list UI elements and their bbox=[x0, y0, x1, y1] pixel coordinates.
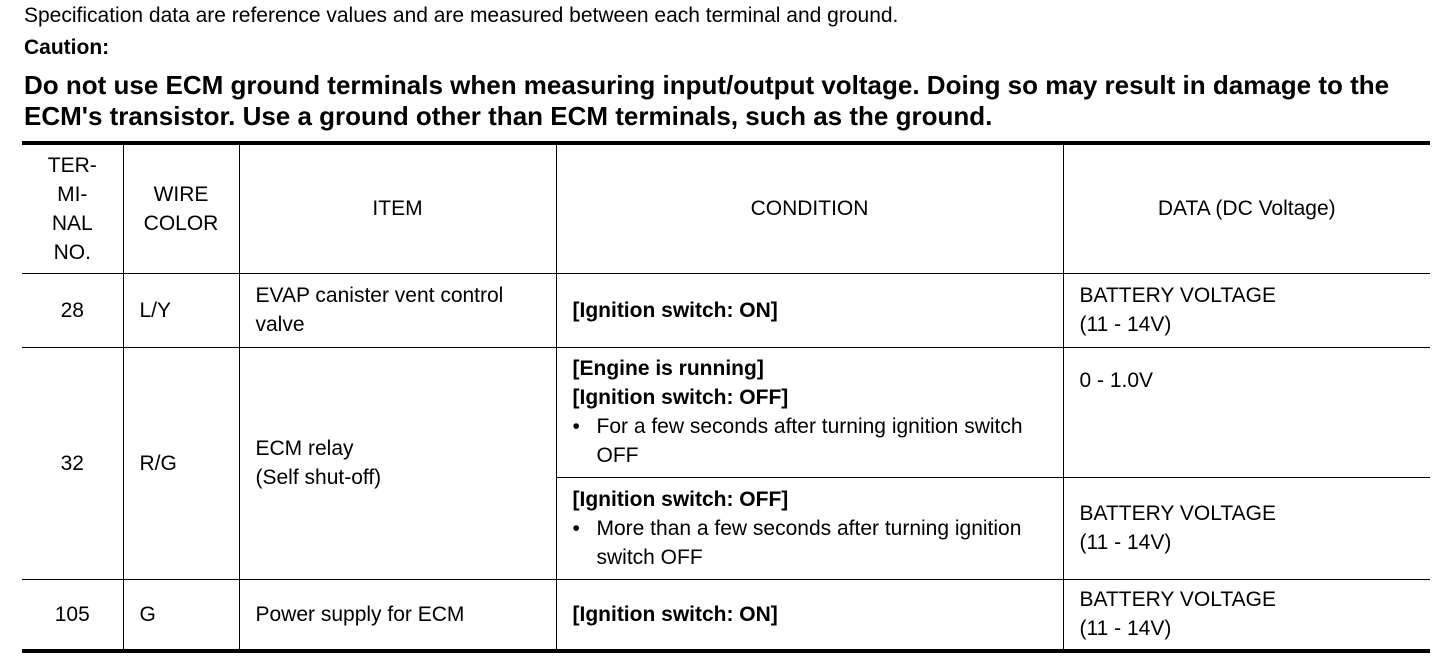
caution-label: Caution: bbox=[24, 36, 110, 59]
condition-note: More than a few seconds after turning ignition switch OFF bbox=[596, 516, 1022, 569]
header-condition: CONDITION bbox=[556, 143, 1063, 273]
data-cell: BATTERY VOLTAGE (11 - 14V) bbox=[1063, 273, 1430, 347]
terminal-no: 28 bbox=[22, 273, 123, 347]
table-row bbox=[22, 273, 1430, 347]
condition-cell: [Ignition switch: ON] bbox=[556, 579, 1063, 651]
caution-text: Do not use ECM ground terminals when measuring input/output voltage. Doing so may result in damage to the ECM's transistor. Use a ground other than ECM terminals, such as the ground. bbox=[24, 70, 1390, 131]
terminal-no: 105 bbox=[22, 579, 123, 651]
data-cell: BATTERY VOLTAGE (11 - 14V) bbox=[1063, 579, 1430, 651]
data-cell: 0 - 1.0V bbox=[1063, 347, 1430, 477]
wire-color: R/G bbox=[123, 347, 239, 579]
condition-note: For a few seconds after turning ignition switch OFF bbox=[596, 415, 1023, 467]
bullet-icon: • bbox=[572, 516, 580, 540]
table-row bbox=[22, 579, 1430, 651]
terminal-no: 32 bbox=[22, 347, 123, 579]
wire-color: G bbox=[123, 579, 239, 651]
intro-text: Specification data are reference values and are measured between each terminal and ground. bbox=[24, 4, 899, 27]
data-cell: BATTERY VOLTAGE (11 - 14V) bbox=[1063, 477, 1430, 579]
wire-color: L/Y bbox=[123, 273, 239, 347]
bullet-icon: • bbox=[572, 415, 580, 438]
condition-cell: [Ignition switch: ON] bbox=[556, 273, 1063, 347]
condition-cell: [Engine is running] [Ignition switch: OFF] • For a few seconds after turning ignition switch OFF bbox=[556, 347, 1063, 477]
header-data: DATA (DC Voltage) bbox=[1063, 143, 1430, 273]
header-terminal-no: TER- MI- NAL NO. bbox=[22, 143, 123, 273]
item-cell: ECM relay (Self shut-off) bbox=[239, 347, 556, 579]
header-item: ITEM bbox=[239, 143, 556, 273]
spec-table bbox=[22, 141, 1430, 653]
table-header-row bbox=[22, 143, 1430, 273]
table-row bbox=[22, 347, 1430, 477]
item-cell: Power supply for ECM bbox=[239, 579, 556, 651]
header-wire-color: WIRE COLOR bbox=[123, 143, 239, 273]
item-cell: EVAP canister vent control valve bbox=[239, 273, 556, 347]
condition-cell: [Ignition switch: OFF] • More than a few seconds after turning ignition switch OFF bbox=[556, 477, 1063, 579]
